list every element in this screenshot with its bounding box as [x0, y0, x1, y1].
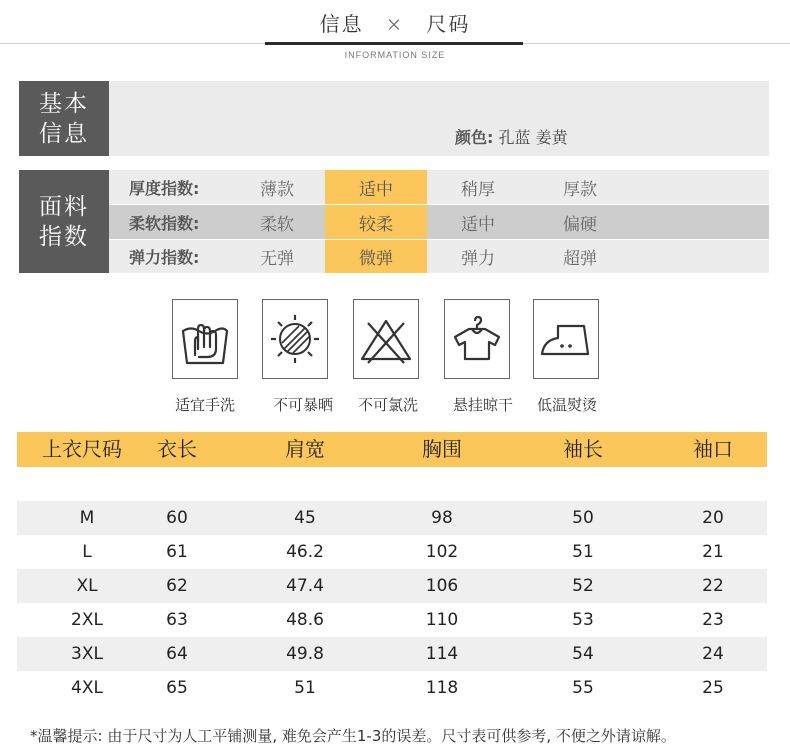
table-cell: 24 — [702, 644, 724, 664]
page-subtitle: INFORMATION SIZE — [344, 50, 446, 60]
column-header: 衣长 — [157, 437, 197, 461]
table-cell: 63 — [166, 610, 188, 630]
fabric-option: 稍厚 — [461, 179, 495, 200]
care-label-no-sun: 不可暴晒 — [272, 396, 333, 414]
column-header: 袖长 — [563, 437, 603, 461]
basic-label-line1: 基本 — [39, 90, 89, 117]
fabric-key: 柔软指数: — [129, 213, 200, 233]
fabric-key: 厚度指数: — [129, 178, 200, 198]
table-cell: 4XL — [71, 678, 103, 698]
fabric-option-selected: 微弹 — [325, 240, 427, 273]
no-sun-dry-icon — [262, 299, 328, 379]
fabric-option: 薄款 — [260, 179, 294, 200]
color-value: 孔蓝 姜黄 — [493, 128, 568, 147]
table-cell: 23 — [702, 610, 724, 630]
table-cell: 21 — [702, 542, 724, 562]
footnote: *温馨提示: 由于尺寸为人工平铺测量, 难免会产生1-3的误差。尺寸表可供参考, 不便之外请谅解。 — [30, 727, 676, 745]
column-header: 上衣尺码 — [42, 437, 122, 461]
no-bleach-icon — [353, 299, 419, 379]
table-cell: 2XL — [71, 610, 103, 630]
care-label-hand-wash: 适宜手洗 — [174, 396, 235, 414]
fabric-label-line1: 面料 — [39, 193, 89, 220]
table-cell: 54 — [572, 644, 594, 664]
table-cell: 61 — [166, 542, 188, 562]
table-row — [17, 569, 767, 603]
table-cell: 60 — [166, 508, 188, 528]
fabric-row-softness — [109, 205, 769, 239]
basic-label-line2: 信息 — [39, 120, 89, 147]
table-row — [17, 603, 767, 637]
fabric-option-selected: 适中 — [325, 170, 427, 204]
table-cell: 110 — [425, 610, 459, 630]
fabric-option: 无弹 — [260, 249, 294, 269]
table-cell: 52 — [572, 576, 594, 596]
basic-info-label — [19, 81, 109, 156]
color-info — [455, 125, 568, 148]
basic-info-panel — [109, 81, 769, 156]
title-separator: × — [385, 12, 405, 36]
fabric-key: 弹力指数: — [129, 248, 200, 267]
table-row — [17, 671, 767, 705]
table-cell: 50 — [572, 508, 594, 528]
size-table-header — [17, 432, 767, 467]
care-label-no-bleach: 不可氯洗 — [357, 396, 418, 414]
table-cell: M — [79, 508, 95, 528]
care-label-hang-dry: 悬挂晾干 — [452, 396, 513, 414]
table-cell: 22 — [702, 576, 724, 596]
table-cell: 102 — [425, 542, 459, 562]
table-cell: 65 — [166, 678, 188, 698]
table-cell: 25 — [702, 678, 724, 698]
table-cell: 98 — [431, 508, 453, 528]
table-cell: 3XL — [71, 644, 103, 664]
fabric-option: 偏硬 — [563, 214, 597, 235]
table-cell: 20 — [702, 508, 724, 528]
table-cell: 64 — [166, 644, 188, 664]
fabric-option: 超弹 — [563, 249, 597, 269]
table-cell: 51 — [294, 678, 316, 698]
care-label-low-iron: 低温熨烫 — [536, 396, 597, 414]
table-cell: 62 — [166, 576, 188, 596]
fabric-option: 弹力 — [461, 249, 495, 269]
table-cell: 55 — [572, 678, 594, 698]
table-cell: 114 — [425, 644, 459, 664]
table-row — [17, 535, 767, 569]
color-key: 颜色: — [455, 128, 494, 147]
fabric-option: 厚款 — [563, 179, 597, 200]
fabric-label-line2: 指数 — [39, 223, 89, 250]
fabric-row-elasticity — [109, 240, 769, 273]
column-header: 胸围 — [422, 437, 462, 461]
column-header: 袖口 — [693, 437, 733, 461]
column-header: 肩宽 — [285, 437, 325, 461]
table-cell: XL — [76, 576, 98, 596]
table-cell: L — [82, 542, 92, 562]
table-cell: 46.2 — [286, 542, 324, 562]
title-size: 尺码 — [426, 12, 471, 36]
header-underline — [265, 42, 523, 45]
table-cell: 45 — [294, 508, 316, 528]
table-cell: 48.6 — [286, 610, 324, 630]
table-cell: 106 — [425, 576, 459, 596]
fabric-option: 柔软 — [260, 214, 294, 235]
fabric-option: 适中 — [461, 214, 495, 235]
page-title — [0, 8, 790, 37]
table-row — [17, 637, 767, 671]
table-row — [17, 501, 767, 535]
fabric-row-thickness — [109, 170, 769, 204]
hang-dry-icon — [444, 299, 510, 379]
fabric-index-label — [19, 170, 109, 273]
fabric-option-selected: 较柔 — [325, 205, 427, 239]
table-cell: 51 — [572, 542, 594, 562]
table-cell: 47.4 — [286, 576, 324, 596]
table-cell: 49.8 — [286, 644, 324, 664]
title-info: 信息 — [319, 12, 364, 36]
table-cell: 118 — [425, 678, 459, 698]
hand-wash-icon — [172, 299, 238, 379]
low-iron-icon — [533, 299, 599, 379]
table-cell: 53 — [572, 610, 594, 630]
